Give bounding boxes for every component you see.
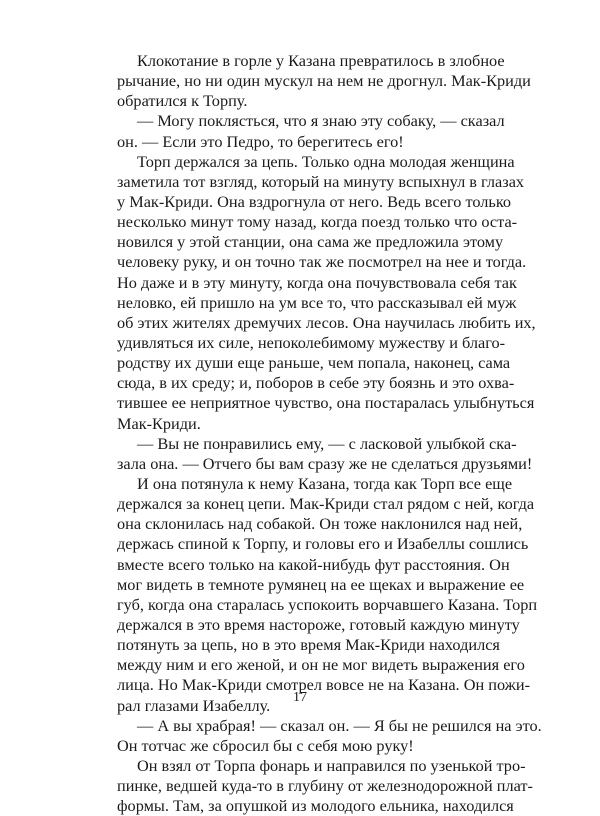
text-line: мог видеть в темноте румянец на ее щеках и выражение ее xyxy=(117,574,525,594)
text-line: держался за конец цепи. Мак-Криди стал рядом с ней, когда xyxy=(117,494,535,514)
text-line: держался в это время настороже, готовый каждую минуту xyxy=(117,614,520,634)
text-line: потянуть за цепь, но в это время Мак-Криди находился xyxy=(117,635,500,655)
text-line: лица. Но Мак-Криди смотрел вовсе не на Казана. Он пожи- xyxy=(117,675,531,695)
text-line: у Мак-Криди. Она вздрогнула от него. Ведь всего только xyxy=(117,191,512,211)
text-line: он. — Если это Педро, то берегитесь его! xyxy=(117,131,404,151)
page-number: 17 xyxy=(293,690,307,705)
text-line: пинке, ведшей куда-то в глубину от железнодорожной плат- xyxy=(117,776,533,796)
text-line: — А вы храбрая! — сказал он. — Я бы не решился на это. xyxy=(137,715,542,735)
text-line: рал глазами Изабеллу. xyxy=(117,695,271,715)
text-line: между ним и его женой, и он не мог видеть выражения его xyxy=(117,655,525,675)
text-line: тившее ее неприятное чувство, она постаралась улыбнуться xyxy=(117,393,535,413)
text-line: новился у этой станции, она сама же предложила этому xyxy=(117,232,504,252)
text-line: губ, когда она старалась успокоить ворчавшего Казана. Торп xyxy=(117,594,538,614)
text-line: Но даже и в эту минуту, когда она почувствовала себя так xyxy=(117,272,517,292)
text-line: неловко, ей пришло на ум все то, что рассказывал ей муж xyxy=(117,292,517,312)
text-line: Мак-Криди. xyxy=(117,413,201,433)
text-line: родству их души еще раньше, чем попала, наконец, сама xyxy=(117,353,511,373)
text-line: человеку руку, и он точно так же посмотрел на нее и тогда. xyxy=(117,252,527,272)
text-line: держась спиной к Торпу, и головы его и Изабеллы сошлись xyxy=(117,534,529,554)
text-line: она склонилась над собакой. Он тоже наклонился над ней, xyxy=(117,514,523,534)
text-line: Клокотание в горле у Казана превратилось в злобное xyxy=(137,51,505,70)
text-line: обратился к Торпу. xyxy=(117,91,248,111)
text-line: — Вы не понравились ему, — с ласковой улыбкой ска- xyxy=(137,433,517,453)
text-line: удивляться их силе, непоколебимому мужеству и благо- xyxy=(117,332,506,352)
text-line: заметила тот взгляд, который на минуту вспыхнул в глазах xyxy=(117,171,525,191)
text-line: формы. Там, за опушкой из молодого ельника, находился xyxy=(117,796,514,816)
text-line: рычание, но ни один мускул на нем не дрогнул. Мак-Криди xyxy=(117,71,531,91)
text-line: сюда, в их среду; и, поборов в себе эту боязнь и это охва- xyxy=(117,373,515,393)
text-line: Он тотчас же сбросил бы с себя мою руку! xyxy=(117,735,414,755)
text-line: несколько минут тому назад, когда поезд только что оста- xyxy=(117,212,518,232)
text-line: Он взял от Торпа фонарь и направился по узенькой тро- xyxy=(137,755,526,775)
text-line: зала она. — Отчего бы вам сразу же не сделаться друзьями! xyxy=(117,453,533,473)
text-line: Торп держался за цепь. Только одна молодая женщина xyxy=(137,151,515,171)
text-line: — Могу поклясться, что я знаю эту собаку, — сказал xyxy=(137,111,505,131)
text-line: И она потянула к нему Казана, тогда как Торп все еще xyxy=(137,473,513,493)
text-line: об этих жителях дремучих лесов. Она научилась любить их, xyxy=(117,312,536,332)
text-line: вместе всего только на какой-нибудь фут расстояния. Он xyxy=(117,554,510,574)
